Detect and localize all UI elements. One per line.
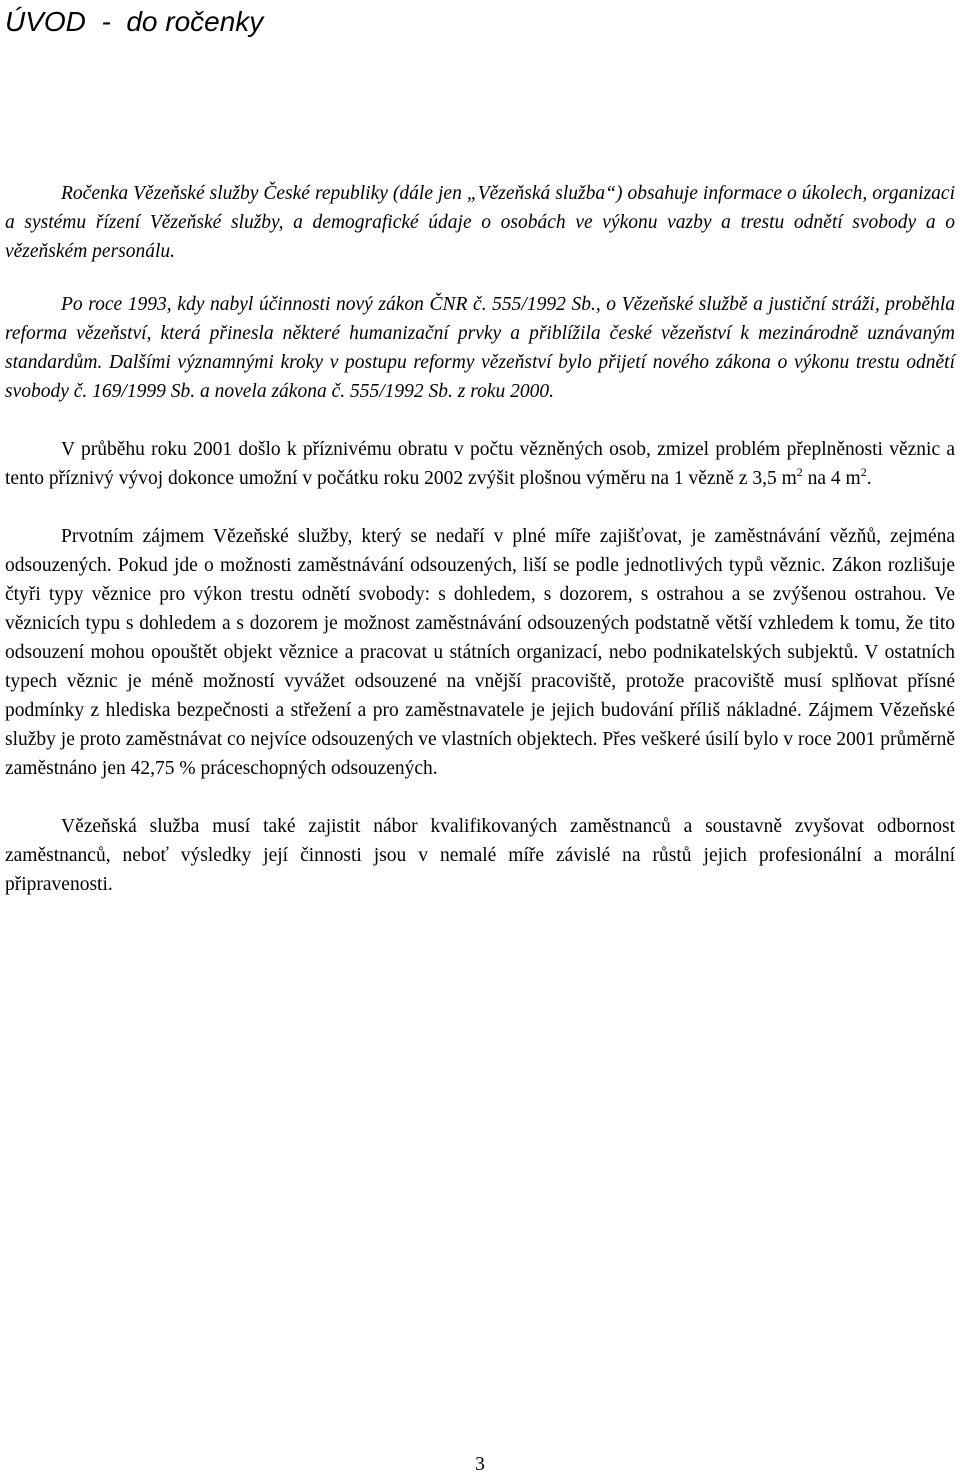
- paragraph-capacity-mid: na 4 m: [802, 468, 861, 489]
- superscript-squared-2: 2: [860, 465, 867, 479]
- paragraph-staff: Vězeňská služba musí také zajistit nábor kvalifikovaných zaměstnanců a soustavně zvyšovat odbornost zaměstnanců, neboť výsledky její činnosti jsou v nemalé míře závislé na růstů jejich profesionální a morální připravenosti.: [5, 816, 955, 895]
- paragraph-capacity-end: .: [866, 468, 872, 489]
- paragraph-capacity: [5, 435, 955, 493]
- paragraph-reform: Po roce 1993, kdy nabyl účinnosti nový zákon ČNR č. 555/1992 Sb., o Vězeňské službě a justiční stráži, proběhla reforma vězeňství, která přinesla některé humanizační prvky a přiblížila české vězeňství k mezinárodně uznávaným standardům. Dalšími významnými kroky v postupu reformy vězeňství bylo přijetí nového zákona o výkonu trestu odnětí svobody č. 169/1999 Sb. a novela zákona č. 555/1992 Sb. z roku 2000.: [5, 294, 955, 402]
- document-body: [5, 179, 955, 923]
- paragraph-capacity-text: V průběhu roku 2001 došlo k příznivému obratu v počtu vězněných osob, zmizel problém přeplněnosti věznic a tento příznivý vývoj dokonce umožní v počátku roku 2002 zvýšit plošnou výměru na 1 vězně z 3,5 m: [5, 439, 955, 489]
- paragraph-employment: Prvotním zájmem Vězeňské služby, který se nedaří v plné míře zajišťovat, je zaměstnávání vězňů, zejména odsouzených. Pokud jde o možnosti zaměstnávání odsouzených, liší se podle jednotlivých typů věznic. Zákon rozlišuje čtyři typy věznice pro výkon trestu odnětí svobody: s dohledem, s dozorem, s ostrahou a se zvýšenou ostrahou. Ve věznicích typu s dohledem a s dozorem je možnost zaměstnávání odsouzených podstatně větší vzhledem k tomu, že tito odsouzení mohou opouštět objekt věznice a pracovat u státních organizací, nebo podnikatelských subjektů. V ostatních typech věznic je méně možností vyvážet odsouzené na vnější pracoviště, protože pracoviště musí splňovat přísné podmínky z hlediska bezpečnosti a střežení a pro zaměstnavatele je jejich budování příliš nákladné. Zájmem Vězeňské služby je proto zaměstnávat co nejvíce odsouzených ve vlastních objektech. Přes veškeré úsilí bylo v roce 2001 průměrně zaměstnáno jen 42,75 % práceschopných odsouzených.: [5, 526, 955, 779]
- paragraph-intro: Ročenka Vězeňské služby České republiky (dále jen „Vězeňská služba“) obsahuje informace o úkolech, organizaci a systému řízení Vězeňské služby, a demografické údaje o osobách ve výkonu vazby a trestu odnětí svobody a o vězeňském personálu.: [5, 183, 955, 262]
- page-number: 3: [475, 1454, 485, 1475]
- superscript-squared-1: 2: [796, 465, 803, 479]
- page-title: ÚVOD - do ročenky: [5, 6, 264, 37]
